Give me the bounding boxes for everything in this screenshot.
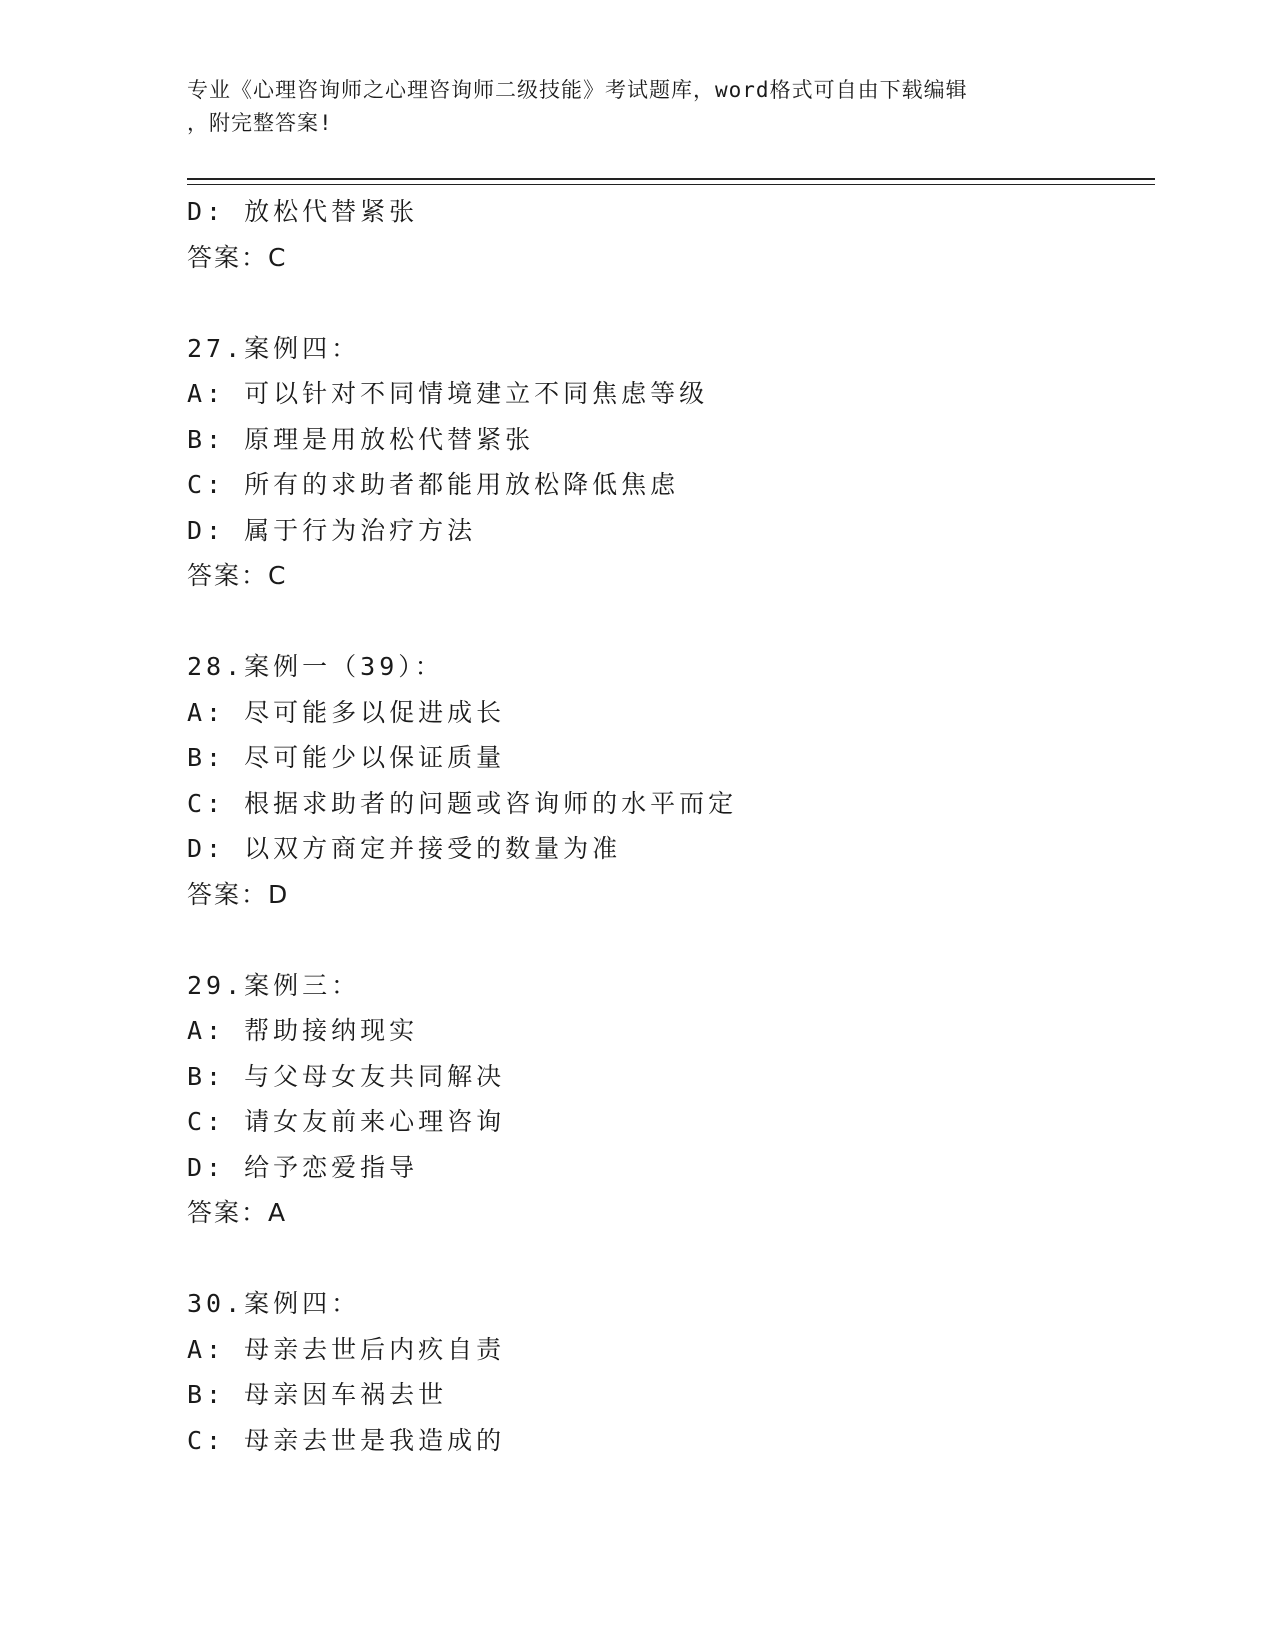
question-28	[187, 644, 1147, 917]
question-title: 29.案例三：	[187, 970, 361, 1000]
question-title: 28.案例一（39）：	[187, 652, 444, 681]
document-header	[187, 74, 1087, 140]
option-a: A: 帮助接纳现实	[187, 1016, 419, 1045]
option-a: A: 可以针对不同情境建立不同焦虑等级	[187, 379, 709, 408]
question-27	[187, 326, 1147, 599]
spacer	[187, 1236, 1147, 1282]
option-b: B: 母亲因车祸去世	[187, 1380, 448, 1409]
option-c: C: 根据求助者的问题或咨询师的水平而定	[187, 788, 738, 818]
header-line-1: 专业《心理咨询师之心理咨询师二级技能》考试题库，word格式可自由下载编辑	[187, 78, 968, 102]
option-b: B: 与父母女友共同解决	[187, 1061, 506, 1091]
header-divider-thin	[187, 184, 1155, 185]
question-30	[187, 1281, 1147, 1463]
spacer	[187, 280, 1147, 326]
question-title: 27.案例四：	[187, 333, 361, 363]
option-d: D: 以双方商定并接受的数量为准	[187, 834, 622, 863]
spacer	[187, 917, 1147, 963]
answer: 答案：D	[187, 879, 290, 909]
header-line-2: ，附完整答案!	[187, 111, 333, 135]
option-d: D: 给予恋爱指导	[187, 1152, 419, 1182]
option-b: B: 尽可能少以保证质量	[187, 743, 506, 772]
question-title: 30.案例四：	[187, 1289, 361, 1318]
option-a: A: 尽可能多以促进成长	[187, 697, 506, 727]
spacer	[187, 599, 1147, 645]
option-d: D: 属于行为治疗方法	[187, 515, 477, 545]
option-c: C: 母亲去世是我造成的	[187, 1425, 506, 1455]
option-b: B: 原理是用放松代替紧张	[187, 424, 535, 454]
answer: 答案：C	[187, 242, 288, 272]
answer: 答案：C	[187, 561, 288, 590]
option-c: C: 请女友前来心理咨询	[187, 1107, 506, 1136]
option-a: A: 母亲去世后内疚自责	[187, 1334, 506, 1364]
question-29	[187, 963, 1147, 1236]
header-divider-thick	[187, 178, 1155, 180]
option-d: D: 放松代替紧张	[187, 197, 419, 226]
question-list	[187, 189, 1147, 1463]
option-c: C: 所有的求助者都能用放松降低焦虑	[187, 470, 680, 499]
answer: 答案：A	[187, 1198, 288, 1227]
